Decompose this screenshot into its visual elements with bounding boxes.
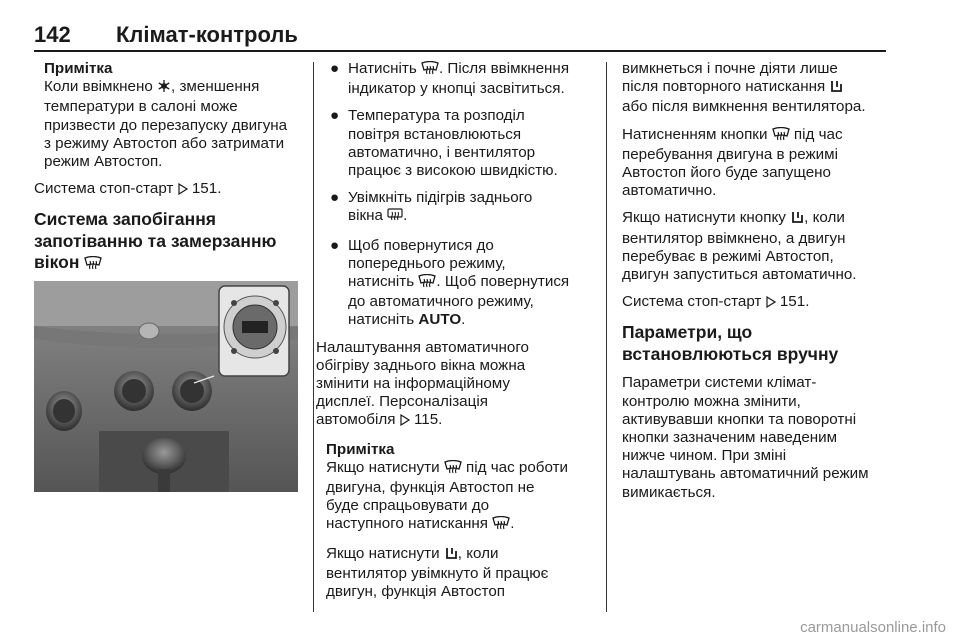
note-title: Примітка xyxy=(326,440,395,458)
note-block xyxy=(34,60,304,171)
list-item: ● Температура та розподіл повітря встановлюються автоматично, і вентилятор працює з високою швидкістю. xyxy=(330,107,558,180)
cross-reference[interactable]: Система стоп-старт 151. xyxy=(34,180,304,200)
cross-reference[interactable]: Система стоп-старт 151. xyxy=(622,293,890,313)
climate-control-photo xyxy=(34,281,298,492)
column-1 xyxy=(34,60,304,285)
column-divider xyxy=(313,62,314,612)
windscreen-defrost-icon xyxy=(492,516,510,535)
note-block: Якщо натиснути , коли вентилятор увімкнуто й працює двигун, функція Автостоп xyxy=(326,544,549,601)
ac-snowflake-icon xyxy=(157,79,171,98)
list-item: ● Щоб повернутися до попереднього режиму, натисніть . Щоб повернутися до автоматичного режиму, натисніть AUTO. xyxy=(330,236,570,329)
column-3 xyxy=(622,60,890,511)
note-line: Коли ввімкнено , зменшення xyxy=(44,78,304,98)
reference-triangle-icon xyxy=(178,182,188,200)
note-line: режим Автостоп. xyxy=(44,153,163,171)
note-line: з режиму Автостоп або затримати xyxy=(44,134,285,152)
windscreen-defrost-icon xyxy=(84,254,102,276)
fan-icon xyxy=(790,210,804,229)
windscreen-defrost-icon xyxy=(772,127,790,146)
note-line: температури в салоні може xyxy=(44,98,238,116)
column-2 xyxy=(316,60,598,601)
section-heading: Система запобігання запотіванню та замерзанню вікон xyxy=(34,209,304,276)
note-title: Примітка xyxy=(44,60,113,77)
fan-icon xyxy=(444,546,458,565)
fan-icon xyxy=(829,79,843,98)
note-block: Примітка Якщо натиснути під час роботи двигуна, функція Автостоп не буде спрацьовувати до наступного натискання . xyxy=(326,441,598,536)
windscreen-defrost-icon xyxy=(421,61,439,80)
list-item: ● Увімкніть підігрів заднього вікна . xyxy=(326,189,598,227)
column-divider xyxy=(606,62,607,612)
reference-triangle-icon xyxy=(400,413,410,431)
windscreen-defrost-icon xyxy=(444,460,462,479)
windscreen-defrost-icon xyxy=(418,274,436,293)
header-rule xyxy=(34,50,886,52)
paragraph: вимкнеться і почне діяти лише після повторного натискання або після вимкнення вентилятора. xyxy=(622,60,866,116)
watermark: carmanualsonline.info xyxy=(800,619,946,636)
page-number: 142 xyxy=(34,22,71,47)
paragraph: Параметри системи клімат- контролю можна змінити, активувавши кнопки та поворотні кнопки зазначеним наведеним нижче чином. При зміні налаштувань автоматичний режим вимикається. xyxy=(622,374,869,501)
paragraph: Налаштування автоматичного обігріву заднього вікна можна змінити на інформаційному дисплеї. Персоналізація автомобіля 115. xyxy=(316,339,598,432)
paragraph: Якщо натиснути кнопку , коли вентилятор ввімкнено, а двигун перебуває в режимі Автостоп, двигун запуститься автоматично. xyxy=(622,209,857,284)
note-line: призвести до перезапуску двигуна xyxy=(44,116,288,134)
paragraph: Натисненням кнопки під час перебування двигуна в режимі Автостоп його буде запущено автоматично. xyxy=(622,125,843,200)
rear-window-heating-icon xyxy=(387,208,403,227)
chapter-title: Клімат-контроль xyxy=(116,22,298,47)
auto-button-label: AUTO xyxy=(418,311,462,329)
section-heading: Параметри, що встановлюються вручну xyxy=(622,322,839,364)
list-item: ● Натисніть . Після ввімкнення індикатор у кнопці засвітиться. xyxy=(330,60,570,98)
reference-triangle-icon xyxy=(766,295,776,313)
